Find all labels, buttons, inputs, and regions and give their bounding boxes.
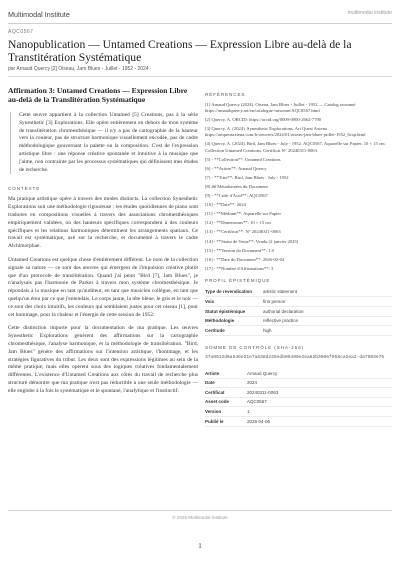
row-value: first person (263, 297, 392, 307)
footer-copyright: © 2026 Multimodal Institute (172, 515, 228, 520)
reference-item: [14] - **Statut de Vente**: Vendu (2 janvier 2025) (205, 238, 299, 244)
row-value: authorial declaration (263, 307, 392, 317)
context-paragraph: Ma pratique artistique opère à travers des modes distincts. La collection Synesthetic Explorations suit une méthodologie rigoureuse : les études quotidiennes de piano sont traduites en compositions visuelles à travers des associations chromesthésiques empiriquement validées, où des hauteurs spécifiques correspondent à des couleurs spécifiques et les relations harmoniques déterminent les arrangements spatiaux. Ce travail est systématique, axé sur la recherche, et documenté à travers le cadre Alchimorphae. (8, 196, 198, 250)
row-value: 20240311-0063 (247, 388, 392, 398)
summary-table (205, 369, 392, 427)
context-paragraph: Cette distinction importe pour la documentation de ma pratique. Les œuvres Synesthetic Explorations génèrent des affirmations sur la cartographie chromesthésique, l'analyse harmonique, et la méthodologie de translitération. "Bird, Jam Blues" génère des affirmations sur l'intention artistique, l'hommage, et les stratégies figuratives du tribut. Les deux sont des expressions légitimes au sein de la même pratique, mais elles opèrent sous des logiques créatives fondamentalement différentes. L'existence d'Untamed Creations aux côtés du travail de recherche plus structuré démontre que ma pratique n'est pas réductible à une seule méthodologie — elle englobe à la fois le systématique et le spontané, l'analytique et l'instinctif. (8, 325, 198, 394)
top-bar (8, 10, 392, 24)
row-label: Certitude (205, 326, 263, 336)
table-row (205, 417, 392, 427)
page-title: Nanopublication — Untamed Creations — Expression Libre au-delà de la Transtitération Systématique (8, 38, 352, 64)
footer-divider (8, 510, 392, 511)
checksum-heading: SOMME DE CONTRÔLE (SHA-256) (205, 344, 305, 350)
row-value: artistic statement (263, 288, 392, 297)
reference-item: [11] - **Médium**: Aquarelle sur Papier (205, 211, 281, 217)
reference-item: [8] ## Métadonnées du Document (205, 183, 268, 189)
reference-item: [6] - **Artiste**: Arnaud Quercy (205, 165, 267, 171)
row-value: Arnaud Quercy (247, 369, 392, 378)
row-label: Publié le (205, 417, 247, 427)
reference-item: [9] - **Code d'Actif**: AQC0567 (205, 193, 268, 199)
byline: par Arnaud Quercy [2] Oiseau, Jam Blues - Juillet - 1952 - 2024 (8, 66, 149, 72)
table-row (205, 407, 392, 417)
row-value: 1 (247, 407, 392, 417)
references-heading: RÉFÉRENCES (205, 92, 246, 97)
row-value: high (263, 326, 392, 336)
byline-divider (8, 76, 392, 77)
row-label: Asset code (205, 397, 247, 407)
table-row (205, 316, 392, 326)
reference-item: [17] - **Nombre d'Affirmations**: 3 (205, 265, 274, 271)
row-label: Voix (205, 297, 263, 307)
brand-tagline: multimodal institute (347, 10, 392, 16)
context-paragraph: Untamed Creations est quelque chose d'entièrement différent. Le nom de la collection signale sa nature — ce sont des œuvres qui émergent de l'impulsion créative plutôt que d'un protocole de translitération. Quand j'ai peint "Bird [7], Jam Blues", je n'analysais pas l'harmonie de Parker à travers mon système chromesthésique. Je répondais à la musique en tant qu'auditeur, en tant que musicien collègue, en tant que quelqu'un ému par ce que j'entendais. Le corps jaune, la tête bleue, le gris et le noir — ce sont des choix intuitifs, les couleurs qui semblaient justes pour cet oiseau [1], pour cet hommage, pour la chaleur et l'énergie de cette session de 1952. (8, 256, 198, 318)
reference-item[interactable]: [2] Quercy, A. ORCID: https://orcid.org/0009-0000-2662-7790 (205, 117, 322, 123)
reference-item[interactable]: [1] Arnaud Quercy (2024). Oiseau, Jam Blues - Juillet - 1952 — Catalog raisonné https://arnaudquercy.art/en/catalogue-raisonne/AQC0567.html (205, 102, 356, 114)
table-row (205, 307, 392, 317)
side-column (205, 86, 392, 427)
table-row (205, 369, 392, 378)
reference-item: [10] - **Date**: 2024 (205, 202, 246, 208)
reference-item: [12] - **Dimensions**: 10 × 15 cm (205, 220, 271, 226)
epistemic-heading: PROFIL ÉPISTÉMIQUE (205, 277, 271, 283)
claim-statement: Cette œuvre appartient à la collection Untamed [5] Creations, pas à la série Synesthetic [3] Explorations. Elle opère entièrement en dehors de mon système de translitération chromesthésique — il n'y a pas de cartographie de la hauteur vers la couleur, pas de structure harmonique visuellement encodée, pas de cadre méthodologique gouvernant la palette ou la composition. C'est de l'expression artistique libre : une réponse créative spontanée et intuitive à la musique que j'aime, non contrainte par les processus systématiques qui définissent mes études de recherche. (10, 112, 198, 174)
document-id: AQC0567 (8, 29, 34, 35)
main-column (8, 86, 198, 402)
page-number: 1 (198, 542, 202, 550)
reference-item: [7] - **Titre**: Bird, Jam Blues - July - 1952 (205, 174, 289, 180)
brand-name[interactable]: Multimodal Institute (8, 10, 70, 19)
row-label: Version (205, 407, 247, 417)
table-row (205, 397, 392, 407)
reference-item: [5] - **Collection**: Untamed Creations (205, 156, 281, 162)
header-divider (8, 23, 392, 24)
reference-item[interactable]: [3] Quercy, A. (2024). Synesthetic Explorations. Art Quest Axiena https://artquestaxiena.com/fr/oeuvres/2024/01/oiseau-jam-blues-juillet-1952_6csp.html (205, 126, 366, 138)
row-value: AQC0567 (247, 397, 392, 407)
row-value: 2026-04-06 (247, 417, 392, 427)
reference-item: [4] Quercy, A. (2024). Bird, Jam Blues - July - 1952. AQC0567. Aquarelle sur Papier, 10 × 15 cm. Collection Untamed Creations. Certificat N° 20240311-0063. (205, 141, 386, 153)
checksum-value: 37a9912d6a546e21e7a638d245edb05490e2ea82b3606f958ca2ea2-da7503e75 (205, 354, 385, 360)
references-list (205, 102, 392, 272)
epistemic-table (205, 288, 392, 336)
context-heading: CONTEXTE (8, 186, 41, 192)
table-row (205, 378, 392, 388)
reference-item: [13] - **Certificat**: N° 20240311-0063 (205, 229, 281, 235)
table-row (205, 288, 392, 297)
table-row (205, 326, 392, 336)
row-label: Certificat (205, 388, 247, 398)
row-value: reflective practice (263, 316, 392, 326)
table-row (205, 388, 392, 398)
row-label: Date (205, 378, 247, 388)
table-row (205, 297, 392, 307)
row-label: Artiste (205, 369, 247, 378)
row-value: 2024 (247, 378, 392, 388)
row-label: Statut épistémique (205, 307, 263, 317)
row-label: Type de revendication (205, 288, 263, 297)
claim-heading: Affirmation 3: Untamed Creations — Expression Libre au-delà de la Translitération Systématique (8, 86, 188, 104)
reference-item: [16] - **Date du Document**: 2026-02-04 (205, 256, 285, 262)
reference-item: [15] - **Version du Document**: 1.0 (205, 247, 274, 253)
row-label: Méthodologie (205, 316, 263, 326)
